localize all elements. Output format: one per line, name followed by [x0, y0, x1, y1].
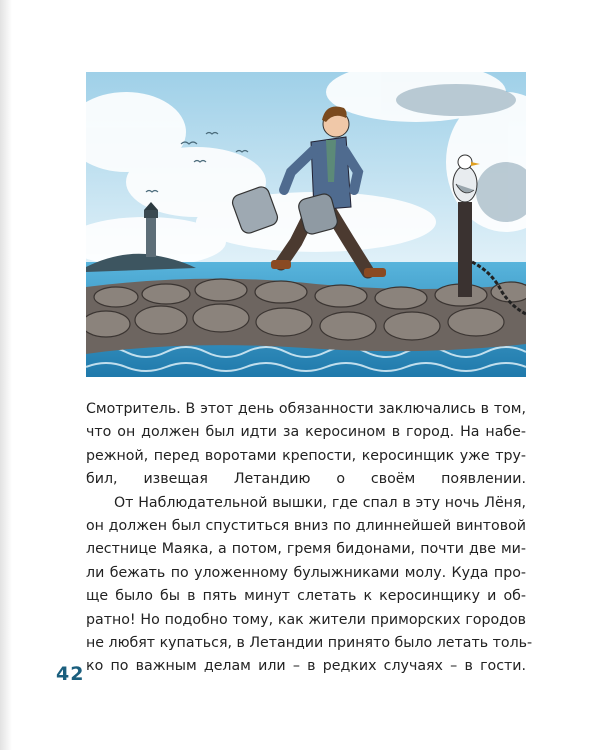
- story-text: [86, 398, 533, 679]
- text-line: не любят купаться, в Летандии принято было летать толь-: [86, 635, 533, 652]
- text-line: ли бежать по уложенному булыжниками молу. Куда про-: [86, 564, 526, 581]
- text-line: От Наблюдательной вышки, где спал в эту ночь Лёня,: [114, 494, 526, 511]
- page-number: 42: [56, 663, 85, 685]
- lighthouse: [144, 202, 158, 257]
- paragraph-1: [86, 398, 526, 492]
- text-line: ратно! Но подобно тому, как жители приморских городов: [86, 611, 526, 628]
- text-line: что он должен был идти за керосином в город. На набе-: [86, 424, 526, 441]
- text-line: ще было бы в пять минут слетать к керосинщику и об-: [86, 588, 526, 605]
- text-line: режной, перед воротами крепости, керосинщик уже тру-: [86, 447, 526, 464]
- text-line: бил, извещая Летандию о своём появлении.: [86, 471, 526, 488]
- text-line: лестнице Маяка, а потом, гремя бидонами, почти две ми-: [86, 541, 526, 558]
- page-edge: [0, 0, 12, 750]
- text-line: ко по важным делам или – в редких случаях – в гости.: [86, 658, 526, 675]
- text-line: он должен был спуститься вниз по длиннейшей винтовой: [86, 518, 526, 535]
- paragraph-2: [86, 492, 533, 679]
- illustration: [86, 72, 526, 377]
- illustration-svg: [86, 72, 526, 377]
- text-line: Смотритель. В этот день обязанности заключались в том,: [86, 401, 526, 417]
